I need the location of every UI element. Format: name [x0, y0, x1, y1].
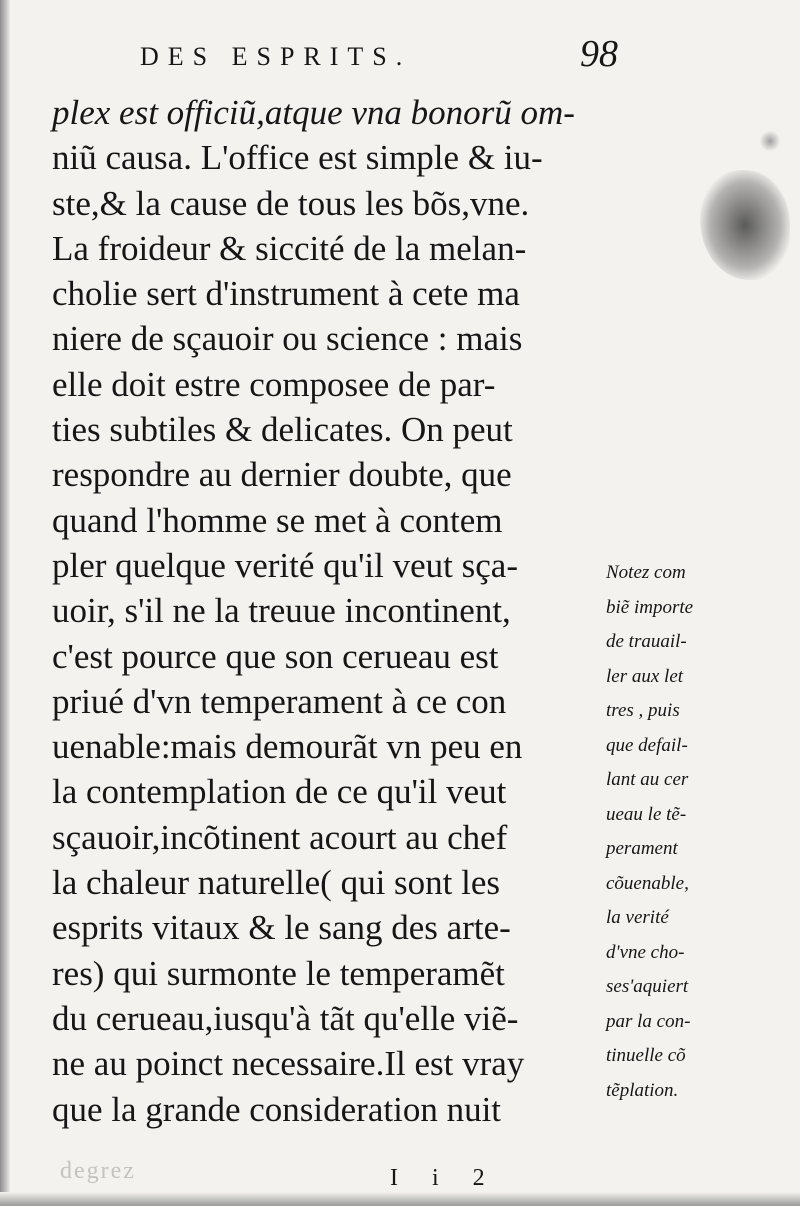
- note-line: biẽ importe: [606, 596, 694, 618]
- text-line: ne au poinct necessaire.Il est vray: [52, 1044, 525, 1084]
- text-line: uoir, s'il ne la treuue incontinent,: [52, 591, 511, 631]
- note-line: lant au cer: [606, 769, 689, 790]
- text-line: c'est pource que son cerueau est: [52, 636, 499, 676]
- note-line: ueau le tẽ-: [606, 803, 687, 825]
- text-line: la contemplation de ce qu'il veut: [52, 772, 507, 812]
- note-line: tẽplation.: [606, 1079, 679, 1101]
- text-line: niũ causa. L'office est simple & iu-: [52, 138, 543, 178]
- signature-mark: I i 2: [390, 1165, 499, 1191]
- text-line: ste,& la cause de tous les bõs,vne.: [52, 183, 530, 223]
- marginal-note: [606, 556, 786, 1108]
- text-line: pler quelque verité qu'il veut sça-: [52, 545, 518, 585]
- text-line: respondre au dernier doubte, que: [52, 455, 512, 495]
- note-line: Notez com: [606, 562, 686, 583]
- running-head: DES ESPRITS.: [140, 42, 412, 71]
- page-number: 98: [580, 33, 618, 75]
- text-line: quand l'homme se met à contem: [52, 500, 503, 540]
- text-line: ties subtiles & delicates. On peut: [52, 410, 513, 450]
- note-line: que defail-: [606, 734, 688, 756]
- body-text: [52, 90, 612, 1132]
- text-line: que la grande consideration nuit: [52, 1089, 502, 1129]
- text-line: sçauoir,incõtinent acourt au chef: [52, 817, 508, 857]
- text-line: res) qui surmonte le temperamẽt: [52, 953, 505, 993]
- text-line: niere de sçauoir ou science : mais: [52, 319, 523, 359]
- ink-stain: [700, 170, 790, 280]
- text-line: plex est officiũ,atque vna bonorũ om-: [52, 93, 575, 132]
- page-bottom-shadow: [0, 1192, 800, 1206]
- ink-speck: [760, 130, 780, 152]
- note-line: tinuelle cõ: [606, 1045, 686, 1066]
- text-line: esprits vitaux & le sang des arte-: [52, 908, 511, 948]
- note-line: la verité: [606, 907, 669, 928]
- note-line: par la con-: [606, 1010, 691, 1032]
- text-line: la chaleur naturelle( qui sont les: [52, 863, 501, 903]
- note-line: d'vne cho-: [606, 941, 685, 963]
- bleed-through-text: degrez: [60, 1158, 136, 1184]
- note-line: ses'aquiert: [606, 976, 689, 997]
- note-line: cõuenable,: [606, 872, 689, 894]
- text-line: uenable:mais demourãt vn peu en: [52, 727, 523, 767]
- note-line: perament: [606, 838, 678, 859]
- note-line: ler aux let: [606, 665, 684, 687]
- text-line: La froideur & siccité de la melan-: [52, 228, 527, 268]
- text-line: priué d'vn temperament à ce con: [52, 681, 507, 721]
- note-line: tres , puis: [606, 700, 680, 721]
- text-line: du cerueau,iusqu'à tãt qu'elle viẽ-: [52, 998, 519, 1038]
- text-line: cholie sert d'instrument à cete ma: [52, 274, 520, 314]
- page-header: [140, 30, 640, 80]
- page-left-shadow: [0, 0, 10, 1206]
- note-line: de trauail-: [606, 631, 687, 652]
- text-line: elle doit estre composee de par-: [52, 364, 496, 404]
